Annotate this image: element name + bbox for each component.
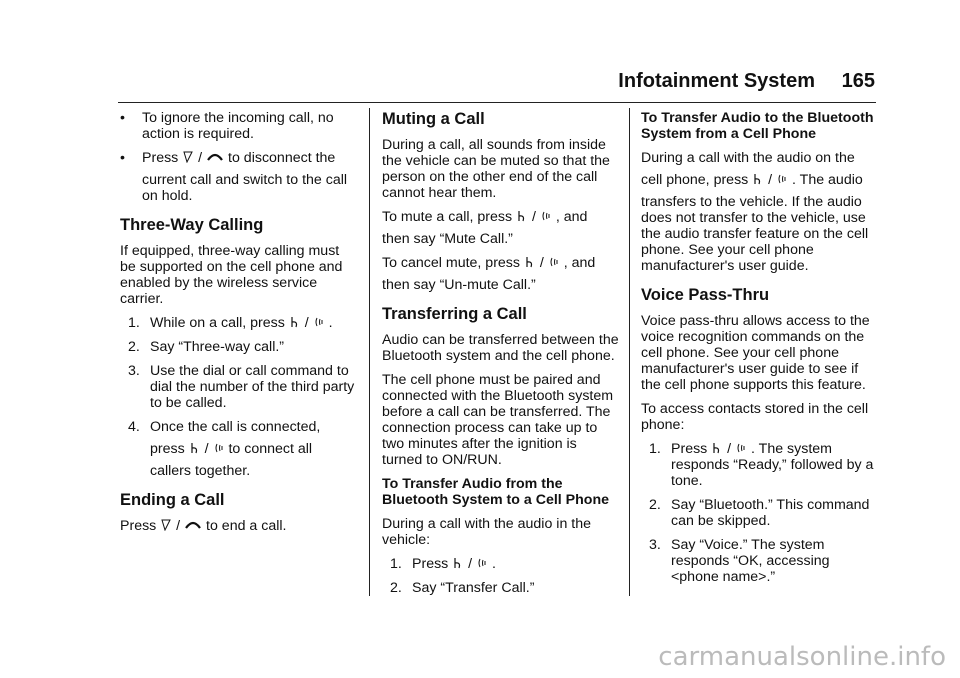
- voice-command-icon: [777, 173, 787, 185]
- heading-transferring-a-call: Transferring a Call: [382, 305, 527, 323]
- list-item: 2. Say “Bluetooth.” This command can be skipped.: [649, 497, 870, 529]
- list-item: 2. Say “Transfer Call.”: [390, 580, 535, 596]
- heading-transfer-to-bluetooth: To Transfer Audio to the Bluetooth System from a Cell Phone: [641, 110, 874, 142]
- transfer-paragraph-2: The cell phone must be paired and connected with the Bluetooth system before a call can be transferred. The connection process can take up to two minutes after the ignition is turned to ON/RUN.: [382, 372, 614, 468]
- heading-muting-a-call: Muting a Call: [382, 110, 485, 128]
- passthru-paragraph: Voice pass-thru allows access to the voice recognition commands on the cell phone. See your cell phone manufacturer's user guide to see if the cell phone supports this feature.: [641, 313, 870, 393]
- to-bluetooth-paragraph: During a call with the audio on the cell phone, press / . The audio transfers to the vehicle. If the audio does not transfer to the vehicle, use the audio transfer feature on the cell phone. See your cell phone manufacturer's user guide.: [641, 150, 869, 274]
- end-call-icon: [207, 151, 223, 163]
- voice-command-icon: [736, 442, 746, 454]
- bullet-item: • To ignore the incoming call, no action is required.: [120, 110, 334, 142]
- voice-command-icon: [214, 442, 224, 454]
- column-1: [120, 110, 358, 542]
- steering-talk-icon: [290, 316, 300, 328]
- voice-command-icon: [541, 210, 551, 222]
- header-rule: [118, 102, 876, 103]
- list-item: 2. Say “Three-way call.”: [128, 339, 285, 355]
- list-item: 3. Say “Voice.” The system responds “OK, accessing <phone name>.”: [649, 537, 830, 585]
- column-divider: [629, 108, 630, 596]
- three-way-paragraph: If equipped, three-way calling must be supported on the cell phone and enabled by the wireless service carrier.: [120, 243, 343, 307]
- muting-paragraph: During a call, all sounds from inside the vehicle can be muted so that the person on the other end of the call cannot hear them.: [382, 137, 610, 201]
- steering-talk-icon: [525, 256, 535, 268]
- heading-transfer-to-phone: To Transfer Audio from the Bluetooth System to a Cell Phone: [382, 476, 610, 508]
- steering-talk-icon: [753, 173, 763, 185]
- heading-voice-pass-thru: Voice Pass-Thru: [641, 286, 770, 304]
- watermark: carmanualsonline.info: [658, 642, 946, 672]
- column-divider: [369, 108, 370, 596]
- mute-instruction: To mute a call, press / , and then say “Mute Call.”: [382, 209, 588, 247]
- hang-up-icon: [161, 519, 171, 531]
- transfer-paragraph-1: Audio can be transferred between the Bluetooth system and the cell phone.: [382, 332, 619, 364]
- heading-ending-a-call: Ending a Call: [120, 491, 225, 509]
- list-item: 4. Once the call is connected, press / to connect all callers together.: [128, 419, 321, 479]
- steering-talk-icon: [712, 442, 722, 454]
- steering-talk-icon: [517, 210, 527, 222]
- column-3: [641, 110, 879, 593]
- list-item: 3. Use the dial or call command to dial the number of the third party to be called.: [128, 363, 355, 411]
- steering-talk-icon: [453, 557, 463, 569]
- end-call-icon: [185, 519, 201, 531]
- page-header: [0, 70, 875, 100]
- steering-talk-icon: [190, 442, 200, 454]
- voice-command-icon: [314, 316, 324, 328]
- list-item: 1. Press / . The system responds “Ready,” followed by a tone.: [649, 441, 874, 489]
- list-item: 1. While on a call, press / .: [128, 315, 333, 331]
- bullet-item: • Press / to disconnect the current call and switch to the call on hold.: [120, 150, 348, 204]
- unmute-instruction: To cancel mute, press / , and then say “Un-mute Call.”: [382, 255, 596, 293]
- voice-command-icon: [549, 256, 559, 268]
- hang-up-icon: [183, 151, 193, 163]
- ending-paragraph: Press / to end a call.: [120, 518, 287, 534]
- heading-three-way-calling: Three-Way Calling: [120, 216, 264, 234]
- section-title: Infotainment System: [618, 70, 815, 92]
- list-item: 1. Press / .: [390, 556, 496, 572]
- voice-command-icon: [477, 557, 487, 569]
- to-phone-paragraph: During a call with the audio in the vehicle:: [382, 516, 591, 548]
- column-2: [382, 110, 620, 604]
- contacts-paragraph: To access contacts stored in the cell phone:: [641, 401, 869, 433]
- page-number: 165: [841, 70, 875, 92]
